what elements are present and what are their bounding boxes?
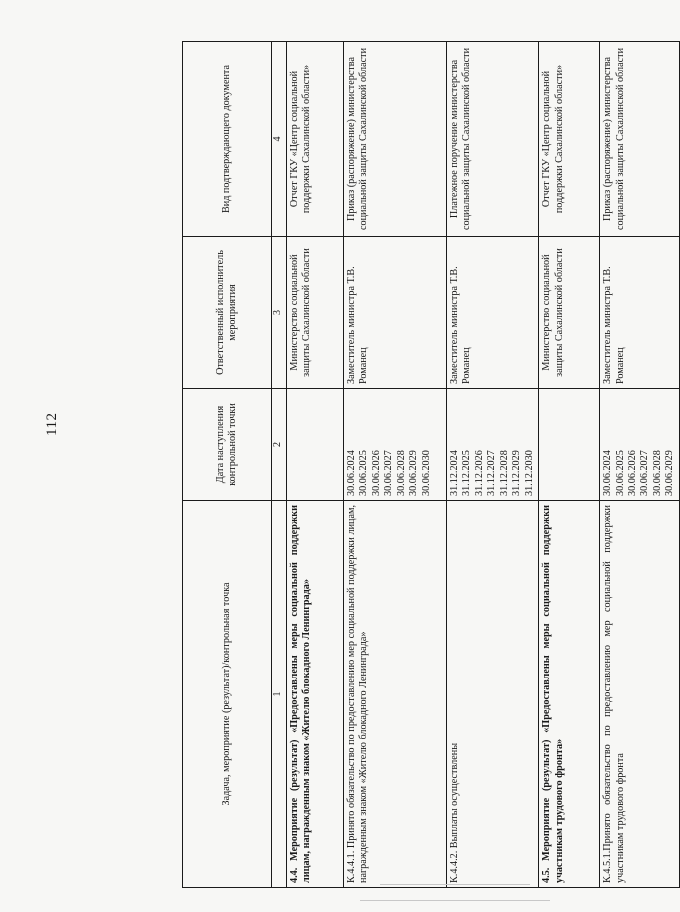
header-date: Дата наступления контрольной точки [183, 389, 272, 501]
date-value: 31.12.2024 [449, 450, 460, 496]
column-number-row [272, 42, 287, 888]
column-number: 1 [272, 501, 287, 888]
date-value: 30.06.2026 [626, 450, 638, 496]
header-responsible: Ответственный исполнитель мероприятия [183, 237, 272, 389]
table-row [600, 42, 680, 888]
dates-cell [287, 389, 344, 501]
task-cell: К.4.5.1.Принято обязательство по предоставлению мер социальной поддержки участникам трудового фронта [600, 501, 680, 888]
page-number: 112 [44, 412, 60, 436]
date-value: 31.12.2028 [498, 450, 510, 496]
date-value: 30.06.2024 [602, 450, 614, 496]
responsible-cell: Заместитель министра Т.В. Романец [344, 237, 447, 389]
date-value: 30.06.2024 [346, 450, 357, 496]
date-value: 31.12.2030 [523, 450, 535, 496]
responsible-cell: Заместитель министра Т.В. Романец [600, 237, 680, 389]
date-value: 30.06.2028 [395, 450, 407, 496]
date-value: 31.12.2027 [486, 450, 498, 496]
dates-cell [447, 389, 539, 501]
task-cell: 4.5. Мероприятие (результат) «Предоставлены меры социальной поддержки участникам трудового фронта» [539, 501, 600, 888]
table-row [344, 42, 447, 888]
task-cell: 4.4. Мероприятие (результат) «Предоставлены меры социальной поддержки лицам, награжденным знаком «Жителю блокадного Ленинграда» [287, 501, 344, 888]
date-value: 30.06.2026 [370, 450, 382, 496]
responsible-cell: Заместитель министра Т.В. Романец [447, 237, 539, 389]
column-number: 2 [272, 389, 287, 501]
document-cell: Приказ (распоряжение) министерства социальной защиты Сахалинской области [600, 42, 680, 237]
rotated-table-container [182, 42, 676, 888]
column-number: 4 [272, 42, 287, 237]
table-row [447, 42, 539, 888]
dates-cell [344, 389, 447, 501]
control-points-table [182, 41, 680, 888]
date-value: 30.06.2025 [614, 450, 626, 496]
date-value: 31.12.2029 [511, 450, 523, 496]
document-cell: Отчет ГКУ «Центр социальной поддержки Сахалинской области» [539, 42, 600, 237]
scan-artifact-line [360, 900, 550, 901]
dates-cell [539, 389, 600, 501]
header-task: Задача, мероприятие (результат)/контрольная точка [183, 501, 272, 888]
responsible-cell: Министерство социальной защиты Сахалинской области [287, 237, 344, 389]
date-value: 31.12.2026 [473, 450, 485, 496]
document-cell: Приказ (распоряжение) министерства социальной защиты Сахалинской области [344, 42, 447, 237]
date-value: 30.06.2025 [358, 450, 370, 496]
date-value: 31.12.2025 [461, 450, 473, 496]
header-document: Вид подтверждающего документа [183, 42, 272, 237]
date-value: 30.06.2029 [664, 450, 676, 496]
document-cell: Платежное поручение министерства социальной защиты Сахалинской области [447, 42, 539, 237]
date-value: 30.06.2029 [408, 450, 420, 496]
date-value: 30.06.2027 [639, 450, 651, 496]
column-number: 3 [272, 237, 287, 389]
task-cell: К.4.4.1. Принято обязательство по предоставлению мер социальной поддержки лицам, награжденным знаком «Жителю блокадного Ленинграда» [344, 501, 447, 888]
table-row [539, 42, 600, 888]
document-cell: Отчет ГКУ «Центр социальной поддержки Сахалинской области» [287, 42, 344, 237]
table-row [287, 42, 344, 888]
dates-cell [600, 389, 680, 501]
table-header-row [183, 42, 272, 888]
responsible-cell: Министерство социальной защиты Сахалинской области [539, 237, 600, 389]
date-value: 30.06.2027 [383, 450, 395, 496]
date-value: 30.06.2028 [651, 450, 663, 496]
task-cell: К.4.4.2. Выплаты осуществлены [447, 501, 539, 888]
date-value: 30.06.2030 [420, 450, 432, 496]
scan-artifact-line [380, 884, 530, 885]
